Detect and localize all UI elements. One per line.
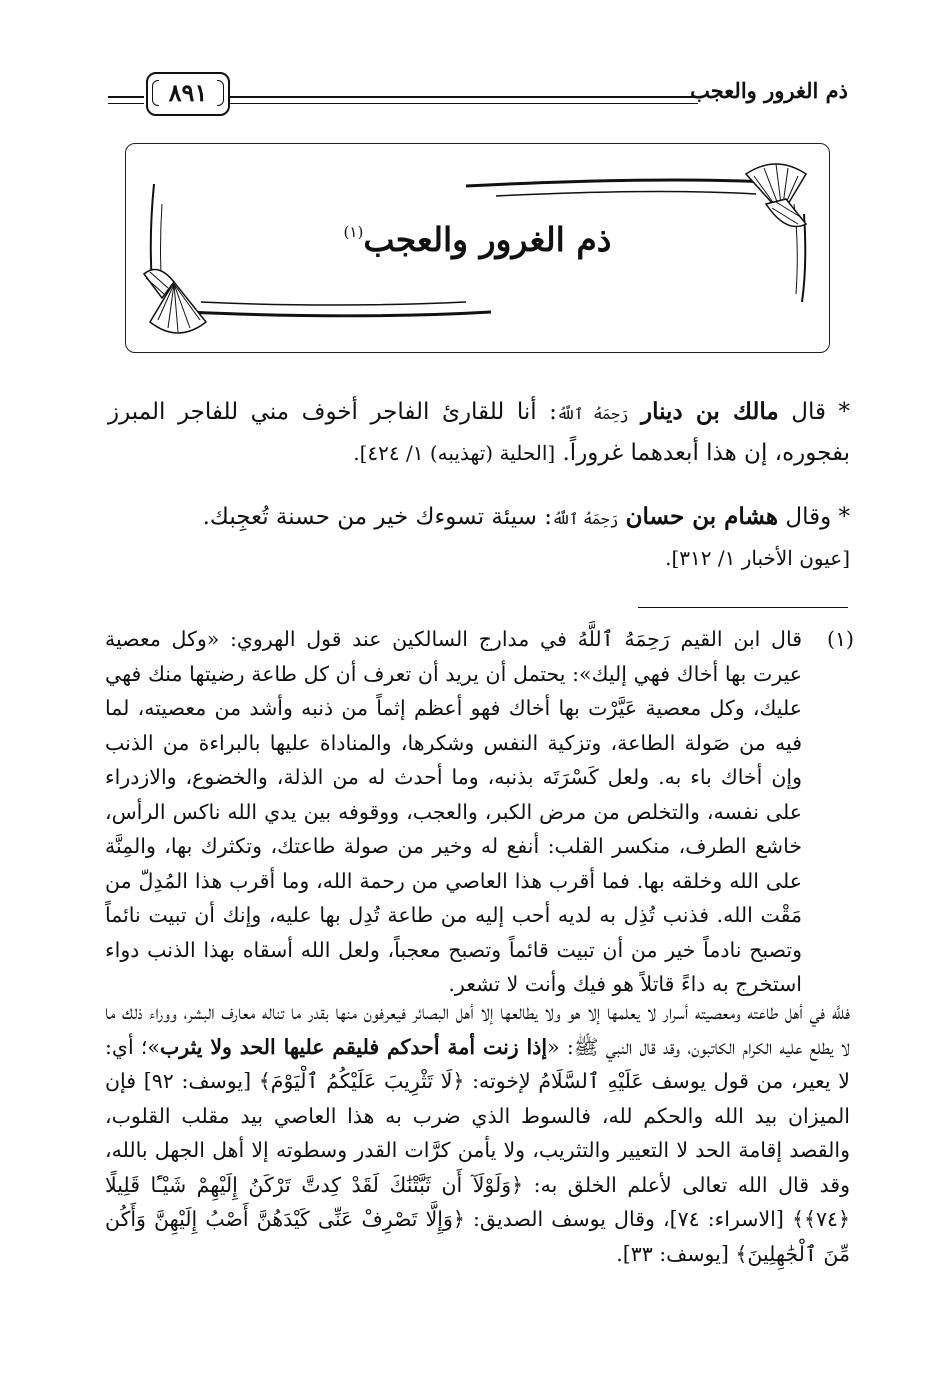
header-rule: [108, 96, 144, 98]
running-title: ذم الغرور والعجب: [690, 78, 848, 103]
footnote-text: »؛ أي: لا يعير، من قول يوسف عَلَيْهِ ٱلسَّلَامُ لإخوته: ﴿لَا تَثْرِيبَ عَلَيْكُمُ ٱلْيَوْمَ﴾ [يوسف: ٩٢] فإن الميزان بيد الله والحكم لله، فالسوط الذي ضرب به هذا العاصي بيد مقلب القلوب، والقصد إقامة الحد لا التعيير والتثريب، ولا يأمن كرَّات القدر وسطوته إلا أهل الجهل بالله، وقد قال الله تعالى لأعلم الخلق به: ﴿وَلَوْلَآ أَن ثَبَّتْنَٰكَ لَقَدْ كِدتَّ تَرْكَنُ إِلَيْهِمْ شَيْـًٔا قَلِيلًا ﴿٧٤﴾﴾ [الاسراء: ٧٤]، وقال يوسف الصديق: ﴿وَإِلَّا تَصْرِفْ عَنِّى كَيْدَهُنَّ أَصْبُ إِلَيْهِنَّ وَأَكُن مِّنَ ٱلْجَٰهِلِينَ﴾ [يوسف: ٣٣].: [105, 1034, 851, 1266]
honorific: رَحِمَهُ ٱللَّهُ: [551, 510, 619, 528]
honorific: رَحِمَهُ ٱللَّهُ: [556, 405, 629, 423]
quote-speaker: هشام بن حسان: [625, 503, 779, 530]
quote-bullet: *: [838, 504, 850, 530]
quote-text: : سيئة تسوءك خير من حسنة تُعجِبك.: [202, 504, 552, 530]
running-header: [108, 72, 848, 118]
quote-text: : أنا للقارئ الفاجر أخوف مني للفاجر المبرز بفجوره، إن هذا أبعدهما غروراً.: [108, 399, 850, 466]
footnote-paragraph: [105, 995, 850, 1271]
header-rule: [108, 103, 144, 104]
chapter-title-frame: [125, 143, 830, 353]
footnote-divider: [638, 607, 848, 608]
quote-bullet: *: [838, 399, 851, 425]
quote-source: [عيون الأخبار ١/ ٣١٢].: [665, 546, 850, 570]
header-rule: [230, 96, 698, 98]
footnote-marker: (١): [343, 223, 364, 241]
quote-block: [108, 392, 850, 473]
footnote-continuation: [105, 995, 850, 1271]
quote-intro: قال: [791, 399, 826, 425]
hadith-text: إذا زنت أمة أحدكم فليقم عليها الحد ولا يثرب: [159, 1034, 548, 1059]
quote-block: [108, 497, 850, 578]
quote-source: [الحلية (تهذيبه) ١/ ٤٢٤].: [353, 441, 556, 465]
footnote-number: (١): [826, 627, 854, 651]
footnote-text: فللَّه في أهل طاعته ومعصيته أسرار لا يعلمها إلا هو ولا يطالعها إلا أهل البصائر فيعرفون منها بقدر ما تناله معارف البشر، ووراء ذلك ما لا يطلع عليه الكرام الكاتبون، وقد قال النبي ﷺ: «: [105, 1000, 850, 1059]
footnote-paragraph: قال ابن القيم رَحِمَهُ ٱللَّهُ في مدارج السالكين عند قول الهروي: «وكل معصية عيرت بها أخاك فهي إليك»: يحتمل أن يريد أن تعرف أن كل طاعة رضيتها منك فهي عليك، وكل معصية عَيَّرْت بها أخاك فهو أعظم إثماً من ذنبه وأشد من معصيته، لما فيه من صَولة الطاعة، وتزكية النفس وشكرها، والمناداة عليها بالبراءة من الذنب وإن أخاك باء به. ولعل كَسْرَتَه بذنبه، وما أحدث له من الذلة، والخضوع، والازدراء على نفسه، والتخلص من مرض الكبر، والعجب، ووقوفه بين يدي الله ناكس الرأس، خاشع الطرف، منكسر القلب: أنفع له وخير من صولة طاعتك، وتكثرك بها، والمِنَّة على الله وخلقه بها. فما أقرب هذا العاصي من رحمة الله، وما أقرب هذا المُدِلّ من مَقْت الله. فذنب تُذِل به لديه أحب إليه من طاعة تُدِل بها عليه، وإنك أن تبيت نائماً وتصبح نادماً خير من أن تبيت قائماً وتصبح معجباً، ولعل الله أسقاه بهذا الذنب دواء استخرج به داءً قاتلاً هو فيك وأنت لا تشعر.: [105, 627, 802, 996]
footnote: [105, 622, 854, 1002]
quote-speaker: مالك بن دينار: [640, 398, 779, 425]
page-number: ٨٩١: [146, 72, 230, 116]
quote-intro: وقال: [785, 504, 832, 530]
header-rule: [230, 103, 698, 104]
chapter-title-text: ذم الغرور والعجب: [363, 220, 612, 259]
chapter-title: [126, 220, 829, 259]
